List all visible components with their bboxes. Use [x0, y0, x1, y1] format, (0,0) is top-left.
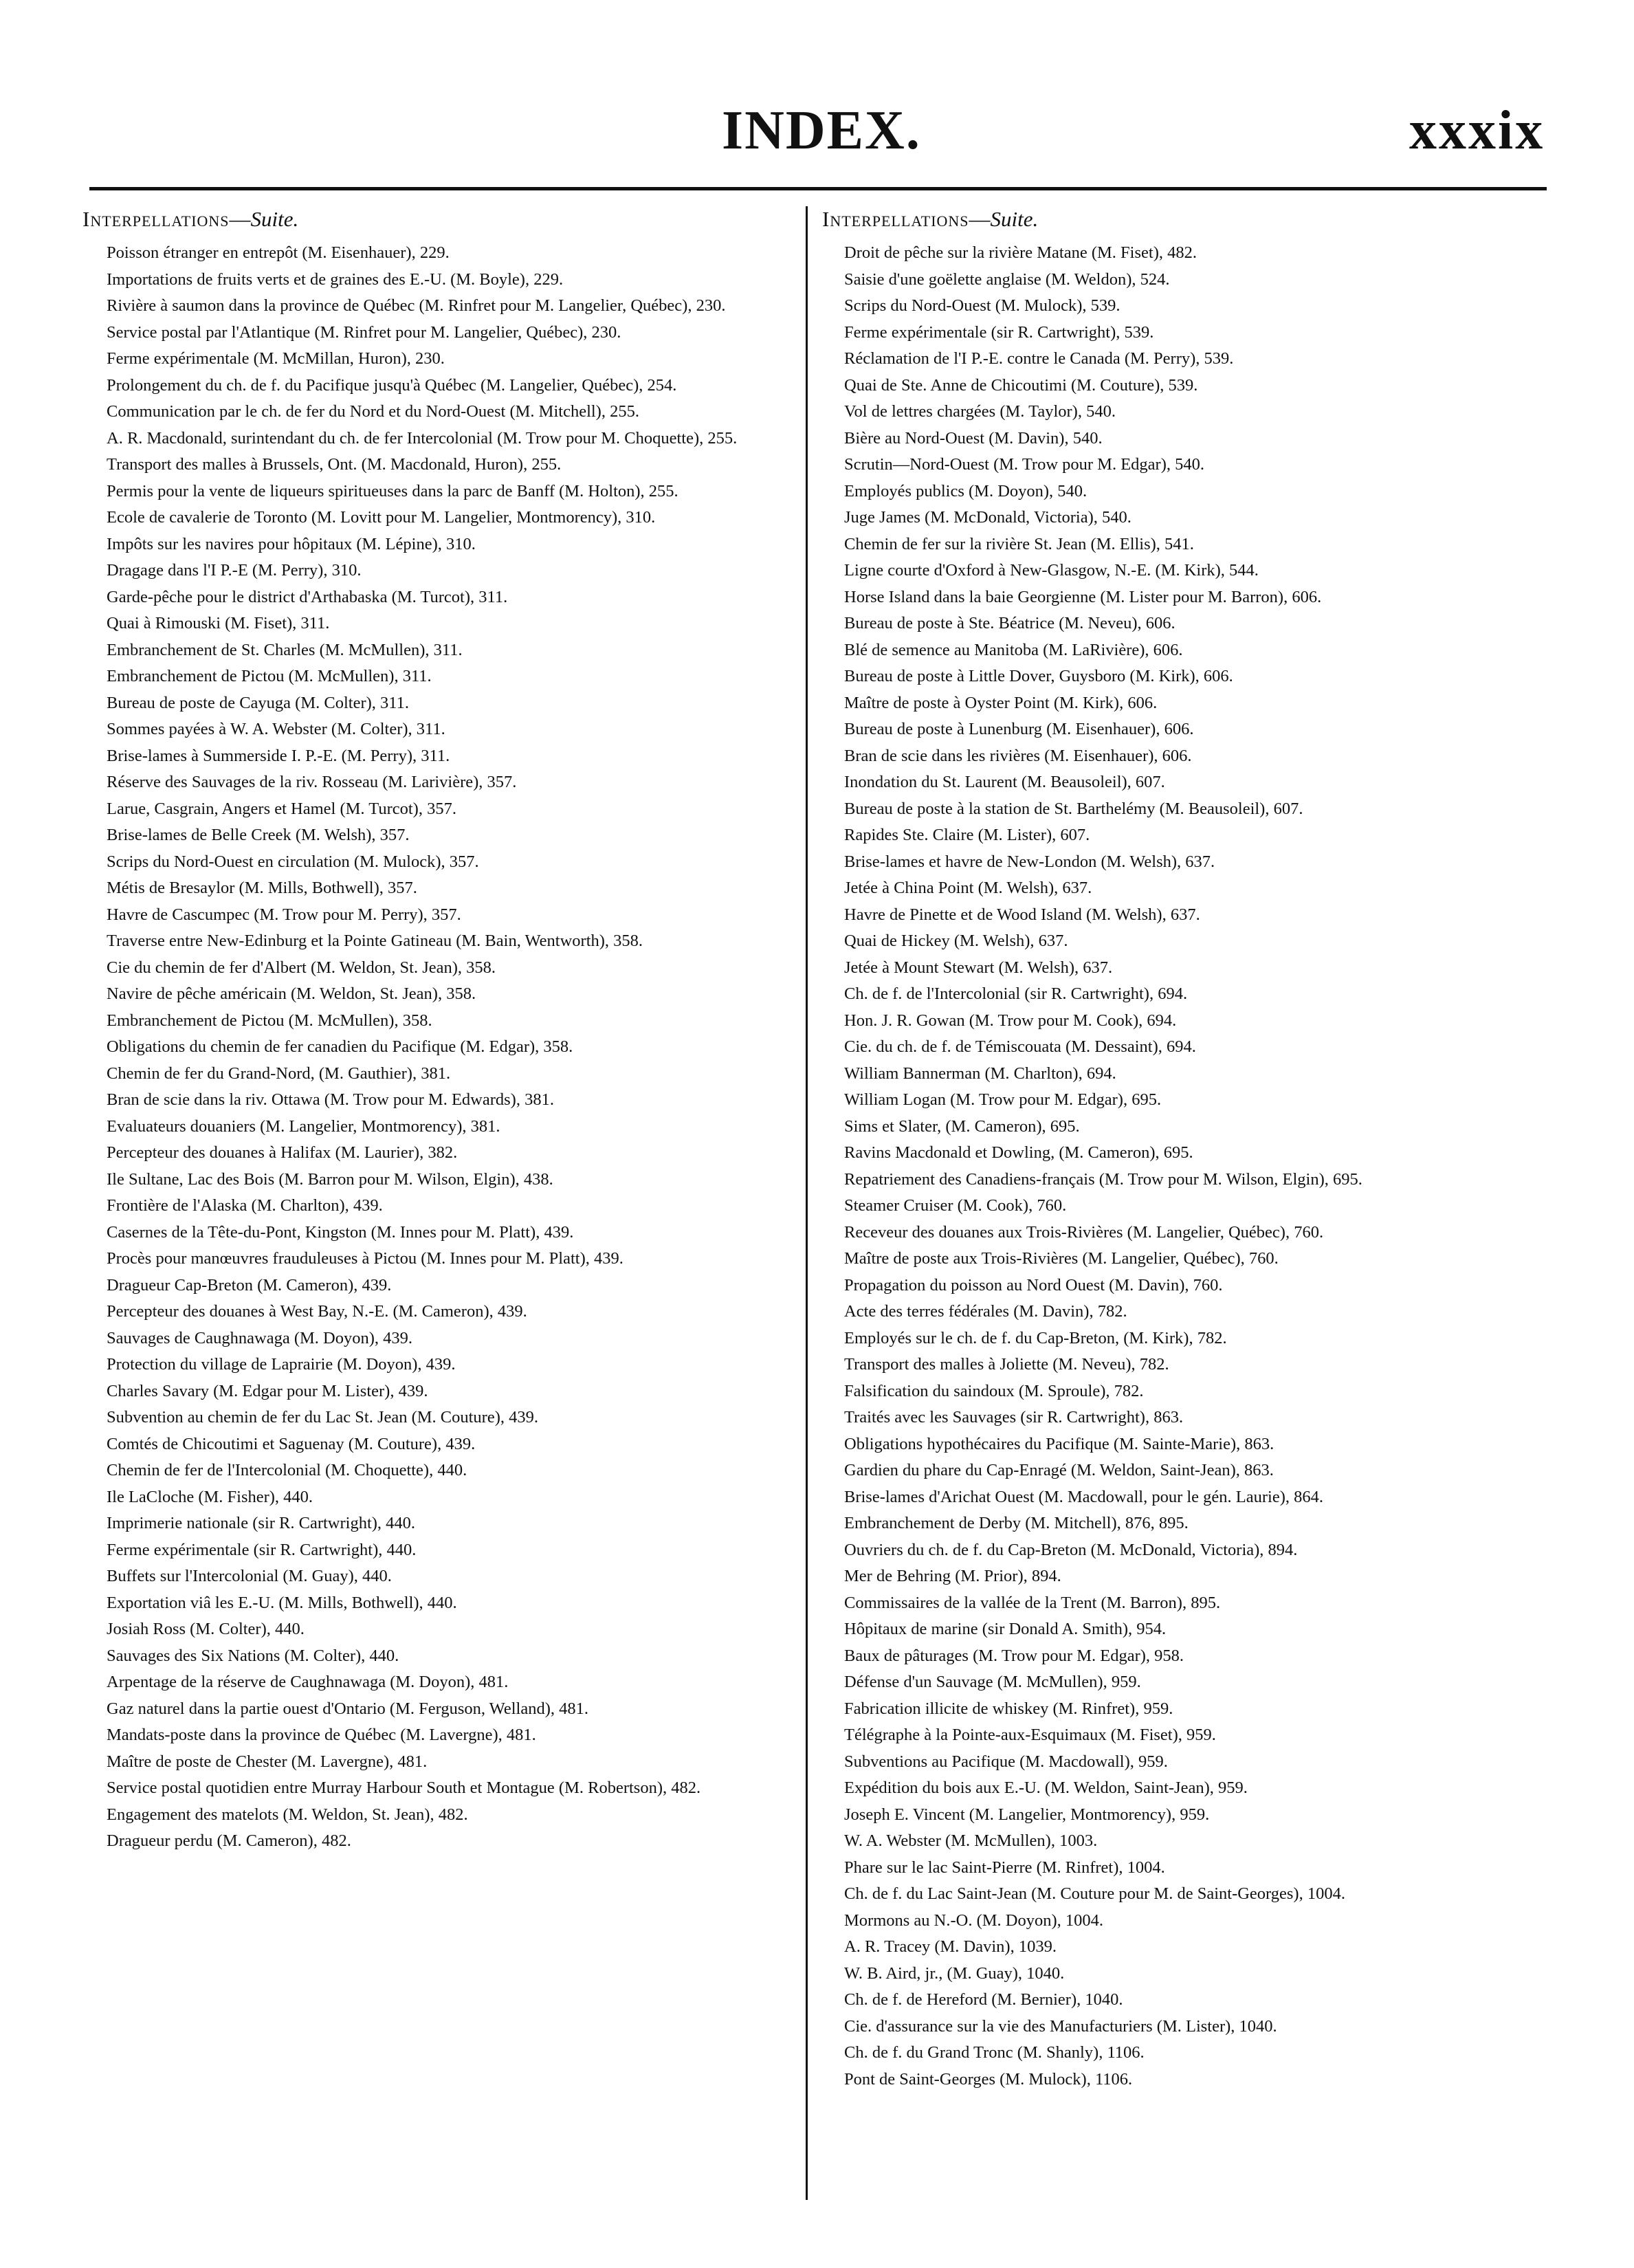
index-entry: Percepteur des douanes à West Bay, N.-E. (M. Cameron), 439. [107, 1302, 527, 1321]
index-entry: Chemin de fer de l'Intercolonial (M. Choquette), 440. [107, 1461, 467, 1480]
index-entry: Blé de semence au Manitoba (M. LaRivière), 606. [844, 640, 1183, 659]
index-entry: Bureau de poste de Cayuga (M. Colter), 311. [107, 693, 409, 712]
index-entry: Transport des malles à Brussels, Ont. (M. Macdonald, Huron), 255. [107, 455, 562, 474]
index-entry: Bière au Nord-Ouest (M. Davin), 540. [844, 428, 1103, 448]
index-entry: A. R. Macdonald, surintendant du ch. de fer Intercolonial (M. Trow pour M. Choquette), 255. [107, 428, 738, 448]
index-entry: Pont de Saint-Georges (M. Mulock), 1106. [844, 2069, 1133, 2089]
index-entry: Saisie d'une goëlette anglaise (M. Weldon), 524. [844, 269, 1170, 289]
page-header [0, 0, 1634, 192]
index-entry: Bureau de poste à Little Dover, Guysboro (M. Kirk), 606. [844, 667, 1233, 686]
index-entry: Inondation du St. Laurent (M. Beausoleil), 607. [844, 773, 1165, 792]
column-divider [806, 206, 808, 2200]
index-entry: Charles Savary (M. Edgar pour M. Lister), 439. [107, 1381, 428, 1400]
index-entry: Navire de pêche américain (M. Weldon, St. Jean), 358. [107, 984, 476, 1004]
index-entry: Prolongement du ch. de f. du Pacifique jusqu'à Québec (M. Langelier, Québec), 254. [107, 375, 677, 395]
index-entry: Evaluateurs douaniers (M. Langelier, Montmorency), 381. [107, 1116, 500, 1136]
index-entry: Dragueur Cap-Breton (M. Cameron), 439. [107, 1275, 392, 1295]
index-entry: Brise-lames à Summerside I. P.-E. (M. Perry), 311. [107, 746, 450, 765]
heading-separator: — [969, 207, 991, 231]
index-entry: Ile Sultane, Lac des Bois (M. Barron pour M. Wilson, Elgin), 438. [107, 1169, 553, 1189]
index-entry: Scrips du Nord-Ouest en circulation (M. Mulock), 357. [107, 852, 479, 871]
right-column [822, 206, 1544, 2093]
index-entry: Dragueur perdu (M. Cameron), 482. [107, 1831, 351, 1851]
heading-main: Interpellations [822, 207, 969, 231]
index-entry: Garde-pêche pour le district d'Arthabaska (M. Turcot), 311. [107, 587, 508, 606]
index-entry: Sauvages des Six Nations (M. Colter), 440. [107, 1646, 399, 1665]
page-number: xxxix [1409, 100, 1545, 161]
index-entry: Brise-lames d'Arichat Ouest (M. Macdowall, pour le gén. Laurie), 864. [844, 1487, 1324, 1506]
index-entry: Transport des malles à Joliette (M. Neveu), 782. [844, 1355, 1169, 1374]
index-entry: Cie. d'assurance sur la vie des Manufacturiers (M. Lister), 1040. [844, 2016, 1277, 2036]
index-entry: Acte des terres fédérales (M. Davin), 782. [844, 1302, 1127, 1321]
index-entry: Horse Island dans la baie Georgienne (M. Lister pour M. Barron), 606. [844, 587, 1322, 606]
index-entry: Repatriement des Canadiens-français (M. Trow pour M. Wilson, Elgin), 695. [844, 1169, 1362, 1189]
index-entry: Comtés de Chicoutimi et Saguenay (M. Couture), 439. [107, 1434, 476, 1453]
index-entry: Traités avec les Sauvages (sir R. Cartwright), 863. [844, 1408, 1184, 1427]
index-entry: Embranchement de Pictou (M. McMullen), 358. [107, 1011, 432, 1030]
index-entry: Engagement des matelots (M. Weldon, St. Jean), 482. [107, 1805, 468, 1824]
index-entry: Phare sur le lac Saint-Pierre (M. Rinfret), 1004. [844, 1858, 1165, 1877]
index-entry: Bran de scie dans la riv. Ottawa (M. Trow pour M. Edwards), 381. [107, 1090, 554, 1110]
index-entry: Havre de Cascumpec (M. Trow pour M. Perry), 357. [107, 905, 461, 924]
index-entry: Percepteur des douanes à Halifax (M. Laurier), 382. [107, 1143, 458, 1163]
index-entry: Vol de lettres chargées (M. Taylor), 540. [844, 402, 1116, 421]
page-title: INDEX. [722, 100, 921, 161]
index-entry: A. R. Tracey (M. Davin), 1039. [844, 1937, 1057, 1957]
index-entry: Procès pour manœuvres frauduleuses à Pictou (M. Innes pour M. Platt), 439. [107, 1249, 623, 1268]
index-entry: Frontière de l'Alaska (M. Charlton), 439. [107, 1196, 383, 1215]
right-entries-list [822, 240, 1544, 2093]
index-entry: Métis de Bresaylor (M. Mills, Bothwell), 357. [107, 879, 417, 898]
index-entry: Exportation viâ les E.-U. (M. Mills, Bothwell), 440. [107, 1593, 457, 1612]
index-entry: Ferme expérimentale (M. McMillan, Huron), 230. [107, 349, 445, 368]
index-entry: Obligations du chemin de fer canadien du Pacifique (M. Edgar), 358. [107, 1037, 573, 1057]
index-entry: Réclamation de l'I P.-E. contre le Canada (M. Perry), 539. [844, 349, 1234, 368]
left-column-heading [82, 206, 804, 232]
index-entry: Droit de pêche sur la rivière Matane (M. Fiset), 482. [844, 243, 1197, 263]
index-entry: Ecole de cavalerie de Toronto (M. Lovitt pour M. Langelier, Montmorency), 310. [107, 508, 656, 527]
index-entry: Embranchement de Derby (M. Mitchell), 876, 895. [844, 1514, 1189, 1533]
index-entry: Receveur des douanes aux Trois-Rivières (M. Langelier, Québec), 760. [844, 1222, 1324, 1242]
index-entry: Rivière à saumon dans la province de Québec (M. Rinfret pour M. Langelier, Québec), 230. [107, 296, 726, 316]
index-entry: Cie du chemin de fer d'Albert (M. Weldon, St. Jean), 358. [107, 958, 496, 977]
index-entry: Josiah Ross (M. Colter), 440. [107, 1620, 305, 1639]
index-entry: Fabrication illicite de whiskey (M. Rinfret), 959. [844, 1699, 1173, 1718]
index-entry: Subvention au chemin de fer du Lac St. Jean (M. Couture), 439. [107, 1408, 539, 1427]
index-entry: Sauvages de Caughnawaga (M. Doyon), 439. [107, 1328, 412, 1347]
index-entry: Quai de Hickey (M. Welsh), 637. [844, 932, 1068, 951]
index-entry: Baux de pâturages (M. Trow pour M. Edgar), 958. [844, 1646, 1184, 1665]
index-entry: Poisson étranger en entrepôt (M. Eisenhauer), 229. [107, 243, 450, 263]
index-entry: Chemin de fer du Grand-Nord, (M. Gauthier), 381. [107, 1064, 451, 1083]
index-entry: Ch. de f. de Hereford (M. Bernier), 1040. [844, 1990, 1123, 2010]
index-entry: Ferme expérimentale (sir R. Cartwright), 440. [107, 1540, 417, 1559]
index-entry: Service postal par l'Atlantique (M. Rinfret pour M. Langelier, Québec), 230. [107, 322, 621, 342]
index-entry: Mormons au N.-O. (M. Doyon), 1004. [844, 1911, 1103, 1930]
index-entry: Dragage dans l'I P.-E (M. Perry), 310. [107, 561, 362, 580]
heading-separator: — [229, 207, 251, 231]
index-entry: Hôpitaux de marine (sir Donald A. Smith), 954. [844, 1620, 1167, 1639]
index-entry: Arpentage de la réserve de Caughnawaga (M. Doyon), 481. [107, 1673, 509, 1692]
index-entry: Larue, Casgrain, Angers et Hamel (M. Turcot), 357. [107, 799, 456, 818]
index-entry: Propagation du poisson au Nord Ouest (M. Davin), 760. [844, 1275, 1223, 1295]
left-column [82, 206, 804, 1855]
index-entry: William Bannerman (M. Charlton), 694. [844, 1064, 1116, 1083]
index-entry: Subventions au Pacifique (M. Macdowall), 959. [844, 1752, 1168, 1771]
index-entry: Buffets sur l'Intercolonial (M. Guay), 440. [107, 1567, 392, 1586]
index-entry: Sommes payées à W. A. Webster (M. Colter), 311. [107, 720, 445, 739]
index-entry: Communication par le ch. de fer du Nord et du Nord-Ouest (M. Mitchell), 255. [107, 402, 639, 421]
index-entry: Maître de poste aux Trois-Rivières (M. Langelier, Québec), 760. [844, 1249, 1279, 1268]
index-entry: Brise-lames et havre de New-London (M. Welsh), 637. [844, 852, 1215, 871]
index-entry: Embranchement de St. Charles (M. McMullen), 311. [107, 640, 463, 659]
index-entry: Ile LaCloche (M. Fisher), 440. [107, 1487, 313, 1506]
index-entry: Imprimerie nationale (sir R. Cartwright), 440. [107, 1514, 416, 1533]
index-entry: Télégraphe à la Pointe-aux-Esquimaux (M. Fiset), 959. [844, 1726, 1216, 1745]
index-entry: Quai à Rimouski (M. Fiset), 311. [107, 614, 330, 633]
index-entry: Casernes de la Tête-du-Pont, Kingston (M. Innes pour M. Platt), 439. [107, 1222, 574, 1242]
index-entry: Ch. de f. de l'Intercolonial (sir R. Cartwright), 694. [844, 984, 1188, 1004]
index-entry: Ferme expérimentale (sir R. Cartwright), 539. [844, 322, 1154, 342]
index-entry: Protection du village de Laprairie (M. Doyon), 439. [107, 1355, 456, 1374]
index-entry: Maître de poste de Chester (M. Lavergne), 481. [107, 1752, 428, 1771]
index-entry: Expédition du bois aux E.-U. (M. Weldon, Saint-Jean), 959. [844, 1779, 1248, 1798]
right-column-heading [822, 206, 1544, 232]
index-entry: Hon. J. R. Gowan (M. Trow pour M. Cook), 694. [844, 1011, 1177, 1030]
index-entry: Scrips du Nord-Ouest (M. Mulock), 539. [844, 296, 1120, 316]
heading-suffix: Suite. [990, 207, 1039, 231]
index-entry: Bureau de poste à Lunenburg (M. Eisenhauer), 606. [844, 720, 1194, 739]
index-entry: Traverse entre New-Edinburg et la Pointe Gatineau (M. Bain, Wentworth), 358. [107, 932, 643, 951]
index-entry: Défense d'un Sauvage (M. McMullen), 959. [844, 1673, 1141, 1692]
index-entry: Ligne courte d'Oxford à New-Glasgow, N.-E. (M. Kirk), 544. [844, 561, 1259, 580]
index-entry: Bureau de poste à Ste. Béatrice (M. Neveu), 606. [844, 614, 1175, 633]
index-entry: Ouvriers du ch. de f. du Cap-Breton (M. McDonald, Victoria), 894. [844, 1540, 1298, 1559]
index-entry: Chemin de fer sur la rivière St. Jean (M. Ellis), 541. [844, 534, 1194, 553]
index-entry: Ch. de f. du Grand Tronc (M. Shanly), 1106. [844, 2043, 1145, 2062]
index-entry: Joseph E. Vincent (M. Langelier, Montmorency), 959. [844, 1805, 1210, 1824]
header-rule [89, 187, 1547, 190]
index-entry: W. A. Webster (M. McMullen), 1003. [844, 1831, 1098, 1851]
index-entry: Jetée à China Point (M. Welsh), 637. [844, 879, 1092, 898]
index-entry: Jetée à Mount Stewart (M. Welsh), 637. [844, 958, 1113, 977]
heading-main: Interpellations [82, 207, 230, 231]
index-entry: Juge James (M. McDonald, Victoria), 540. [844, 508, 1131, 527]
index-entry: Gaz naturel dans la partie ouest d'Ontario (M. Ferguson, Welland), 481. [107, 1699, 588, 1718]
index-entry: Employés sur le ch. de f. du Cap-Breton, (M. Kirk), 782. [844, 1328, 1227, 1347]
index-entry: Ravins Macdonald et Dowling, (M. Cameron), 695. [844, 1143, 1193, 1163]
index-entry: Steamer Cruiser (M. Cook), 760. [844, 1196, 1067, 1215]
index-entry: Scrutin—Nord-Ouest (M. Trow pour M. Edgar), 540. [844, 455, 1204, 474]
heading-suffix: Suite. [250, 207, 299, 231]
index-entry: Bran de scie dans les rivières (M. Eisenhauer), 606. [844, 746, 1192, 765]
index-entry: Gardien du phare du Cap-Enragé (M. Weldon, Saint-Jean), 863. [844, 1461, 1274, 1480]
index-entry: Havre de Pinette et de Wood Island (M. Welsh), 637. [844, 905, 1200, 924]
index-entry: Employés publics (M. Doyon), 540. [844, 481, 1088, 500]
index-entry: Cie. du ch. de f. de Témiscouata (M. Dessaint), 694. [844, 1037, 1196, 1057]
index-entry: Ch. de f. du Lac Saint-Jean (M. Couture pour M. de Saint-Georges), 1004. [844, 1884, 1345, 1904]
index-entry: Réserve des Sauvages de la riv. Rosseau (M. Larivière), 357. [107, 773, 517, 792]
index-entry: Mandats-poste dans la province de Québec (M. Lavergne), 481. [107, 1726, 536, 1745]
index-entry: Sims et Slater, (M. Cameron), 695. [844, 1116, 1080, 1136]
index-entry: Importations de fruits verts et de graines des E.-U. (M. Boyle), 229. [107, 269, 564, 289]
index-entry: Falsification du saindoux (M. Sproule), 782. [844, 1381, 1144, 1400]
index-entry: Commissaires de la vallée de la Trent (M. Barron), 895. [844, 1593, 1221, 1612]
index-entry: W. B. Aird, jr., (M. Guay), 1040. [844, 1963, 1065, 1983]
index-entry: Mer de Behring (M. Prior), 894. [844, 1567, 1061, 1586]
index-entry: William Logan (M. Trow pour M. Edgar), 695. [844, 1090, 1162, 1110]
index-entry: Bureau de poste à la station de St. Barthelémy (M. Beausoleil), 607. [844, 799, 1303, 818]
index-entry: Rapides Ste. Claire (M. Lister), 607. [844, 826, 1090, 845]
index-entry: Permis pour la vente de liqueurs spiritueuses dans la parc de Banff (M. Holton), 255. [107, 481, 678, 500]
index-entry: Obligations hypothécaires du Pacifique (M. Sainte-Marie), 863. [844, 1434, 1274, 1453]
index-entry: Quai de Ste. Anne de Chicoutimi (M. Couture), 539. [844, 375, 1198, 395]
index-entry: Embranchement de Pictou (M. McMullen), 311. [107, 667, 432, 686]
index-entry: Impôts sur les navires pour hôpitaux (M. Lépine), 310. [107, 534, 476, 553]
index-entry: Maître de poste à Oyster Point (M. Kirk), 606. [844, 693, 1158, 712]
left-entries-list [82, 240, 804, 1855]
index-entry: Brise-lames de Belle Creek (M. Welsh), 357. [107, 826, 410, 845]
index-entry: Service postal quotidien entre Murray Harbour South et Montague (M. Robertson), 482. [107, 1779, 701, 1798]
